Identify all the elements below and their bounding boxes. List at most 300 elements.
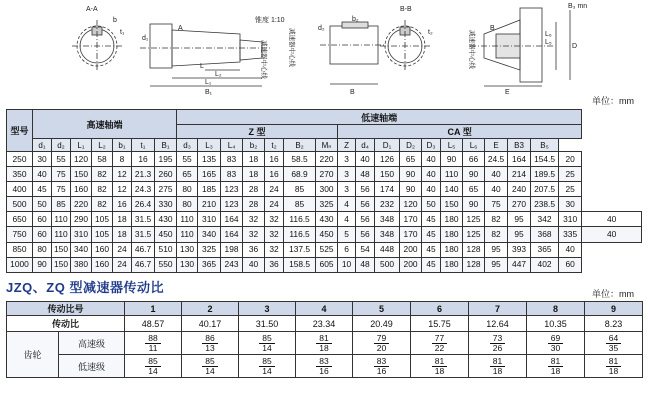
value-cell: 8 xyxy=(113,152,132,167)
value-cell: 348 xyxy=(375,227,400,242)
value-cell: 198 xyxy=(221,242,243,257)
dimensions-table xyxy=(6,109,642,273)
value-cell: 24 xyxy=(113,242,132,257)
teeth-denominator: 35 xyxy=(608,342,619,353)
teeth-denominator: 14 xyxy=(205,365,215,376)
high-shaft-hub xyxy=(150,24,172,68)
value-cell: 21.3 xyxy=(132,167,155,182)
low-teeth-cell xyxy=(469,355,527,378)
value-cell: 16 xyxy=(113,197,132,212)
column-header: D₂ xyxy=(400,139,422,152)
value-cell: 160 xyxy=(92,257,113,272)
ratio-number: 9 xyxy=(585,302,643,316)
teeth-numerator: 69 xyxy=(548,334,563,344)
teeth-numerator: 81 xyxy=(548,357,563,367)
value-cell: 60 xyxy=(33,212,52,227)
value-cell: 150 xyxy=(52,242,71,257)
value-cell: 180 xyxy=(441,212,463,227)
teeth-numerator: 77 xyxy=(432,334,447,344)
value-cell: 510 xyxy=(155,242,177,257)
value-cell: 340 xyxy=(71,242,92,257)
table-row xyxy=(7,167,642,182)
table-row xyxy=(7,227,642,242)
model-cell: 650 xyxy=(7,212,33,227)
unit-label-bottom: 单位：mm xyxy=(592,289,634,299)
column-header: E xyxy=(485,139,508,152)
value-cell: 380 xyxy=(71,257,92,272)
teeth-numerator: 81 xyxy=(490,357,505,367)
value-cell: 28 xyxy=(243,197,265,212)
column-header: d₁ xyxy=(33,139,52,152)
value-cell: 40 xyxy=(582,212,642,227)
value-cell: 25 xyxy=(559,182,582,197)
column-header: Z xyxy=(338,139,356,152)
value-cell: 18 xyxy=(243,167,265,182)
value-cell: 82 xyxy=(485,212,508,227)
ratio-value: 8.23 xyxy=(585,316,643,332)
value-cell: 195 xyxy=(155,152,177,167)
value-cell: 66 xyxy=(463,152,485,167)
value-cell: 85 xyxy=(52,197,71,212)
value-cell: 40 xyxy=(422,152,441,167)
teeth-denominator: 26 xyxy=(492,342,503,353)
low-stage-label: 低速级 xyxy=(59,355,125,378)
model-cell: 350 xyxy=(7,167,33,182)
value-cell: 56 xyxy=(356,182,375,197)
value-cell: 550 xyxy=(155,257,177,272)
label-a: A xyxy=(178,25,183,32)
value-cell: 3 xyxy=(338,167,356,182)
technical-drawings xyxy=(0,0,650,100)
value-cell: 16 xyxy=(265,152,284,167)
value-cell: 90 xyxy=(400,167,422,182)
value-cell: 40 xyxy=(422,167,441,182)
value-cell: 60 xyxy=(559,257,582,272)
value-cell: 20 xyxy=(559,152,582,167)
value-cell: 402 xyxy=(531,257,559,272)
value-cell: 150 xyxy=(375,167,400,182)
value-cell: 24.3 xyxy=(132,182,155,197)
teeth-denominator: 30 xyxy=(550,342,561,353)
column-header: B₅ xyxy=(531,139,559,152)
teeth-numerator: 64 xyxy=(606,334,621,344)
teeth-denominator: 18 xyxy=(492,365,503,376)
model-cell: 400 xyxy=(7,182,33,197)
value-cell: 116.5 xyxy=(284,227,316,242)
high-teeth-cell xyxy=(296,332,353,355)
column-header: d₂ xyxy=(52,139,71,152)
low-teeth-cell xyxy=(353,355,411,378)
header-low-speed: 低速轴端 xyxy=(177,110,582,125)
value-cell: 110 xyxy=(52,212,71,227)
value-cell: 68.9 xyxy=(284,167,316,182)
value-cell: 16 xyxy=(132,152,155,167)
label-t2: t₂ xyxy=(428,29,433,36)
ratio-number: 7 xyxy=(469,302,527,316)
value-cell: 325 xyxy=(198,242,221,257)
column-header: b₁ xyxy=(113,139,132,152)
value-cell: 32 xyxy=(265,242,284,257)
value-cell: 85 xyxy=(284,182,316,197)
value-cell: 16 xyxy=(265,167,284,182)
value-cell: 126 xyxy=(375,152,400,167)
value-cell: 393 xyxy=(508,242,531,257)
label-centerline-3: 减速器中心线 xyxy=(468,30,475,69)
value-cell: 125 xyxy=(463,227,485,242)
high-teeth-cell xyxy=(239,332,296,355)
low-teeth-cell xyxy=(182,355,239,378)
ratio-table xyxy=(6,301,643,378)
teeth-denominator: 18 xyxy=(550,365,561,376)
table-row xyxy=(7,212,642,227)
value-cell: 207.5 xyxy=(531,182,559,197)
column-header: L₄ xyxy=(221,139,243,152)
value-cell: 12 xyxy=(113,182,132,197)
high-stage-label: 高速级 xyxy=(59,332,125,355)
value-cell: 450 xyxy=(316,227,338,242)
value-cell: 120 xyxy=(71,152,92,167)
value-cell: 36 xyxy=(243,242,265,257)
table-row xyxy=(7,242,642,257)
ratio-value: 15.75 xyxy=(411,316,469,332)
label-aa: A-A xyxy=(86,6,98,13)
value-cell: 214 xyxy=(508,167,531,182)
value-cell: 48 xyxy=(356,167,375,182)
value-cell: 260 xyxy=(155,167,177,182)
value-cell: 26.4 xyxy=(132,197,155,212)
ratio-value: 23.34 xyxy=(296,316,353,332)
ratio-number: 6 xyxy=(411,302,469,316)
column-header: d₄ xyxy=(356,139,375,152)
teeth-numerator: 79 xyxy=(374,334,389,344)
value-cell: 4 xyxy=(338,212,356,227)
value-cell: 95 xyxy=(485,242,508,257)
value-cell: 45 xyxy=(33,182,52,197)
column-header: B₂ xyxy=(284,139,316,152)
value-cell: 105 xyxy=(92,212,113,227)
label-e: E xyxy=(505,89,510,96)
value-cell: 140 xyxy=(441,182,463,197)
value-cell: 40 xyxy=(485,182,508,197)
value-cell: 58 xyxy=(92,152,113,167)
value-cell: 95 xyxy=(508,227,531,242)
value-cell: 45 xyxy=(422,227,441,242)
value-cell: 60 xyxy=(33,227,52,242)
label-l2: L₂ xyxy=(215,71,222,78)
value-cell: 82 xyxy=(92,182,113,197)
value-cell: 116.5 xyxy=(284,212,316,227)
value-cell: 243 xyxy=(221,257,243,272)
teeth-numerator: 83 xyxy=(374,357,389,367)
ratio-number: 3 xyxy=(239,302,296,316)
value-cell: 154.5 xyxy=(531,152,559,167)
low-teeth-cell xyxy=(585,355,643,378)
value-cell: 123 xyxy=(221,182,243,197)
value-cell: 4 xyxy=(338,197,356,212)
value-cell: 55 xyxy=(52,152,71,167)
label-b2: b₂ xyxy=(352,16,359,23)
value-cell: 56 xyxy=(356,212,375,227)
value-cell: 180 xyxy=(441,242,463,257)
teeth-denominator: 16 xyxy=(376,365,387,376)
teeth-denominator: 18 xyxy=(608,365,619,376)
teeth-numerator: 85 xyxy=(259,357,274,367)
value-cell: 6 xyxy=(338,242,356,257)
high-shaft-end xyxy=(240,40,262,60)
value-cell: 28 xyxy=(243,182,265,197)
ratio-section-title: JZQ、ZQ 型减速器传动比 xyxy=(6,280,164,295)
ratio-value: 12.64 xyxy=(469,316,527,332)
value-cell: 40 xyxy=(33,167,52,182)
high-teeth-cell xyxy=(585,332,643,355)
teeth-numerator: 85 xyxy=(259,334,274,344)
value-cell: 18 xyxy=(243,152,265,167)
value-cell: 105 xyxy=(92,227,113,242)
value-cell: 90 xyxy=(463,167,485,182)
column-header: L₁ xyxy=(71,139,92,152)
value-cell: 24.5 xyxy=(485,152,508,167)
teeth-numerator: 81 xyxy=(606,357,621,367)
value-cell: 240 xyxy=(508,182,531,197)
teeth-denominator: 18 xyxy=(319,342,329,353)
value-cell: 50 xyxy=(422,197,441,212)
value-cell: 430 xyxy=(316,212,338,227)
value-cell: 365 xyxy=(531,242,559,257)
label-bb: B-B xyxy=(400,6,412,13)
value-cell: 90 xyxy=(33,257,52,272)
column-header: D₁ xyxy=(375,139,400,152)
value-cell: 290 xyxy=(71,212,92,227)
value-cell: 310 xyxy=(559,212,582,227)
table-row xyxy=(7,257,642,272)
value-cell: 54 xyxy=(356,242,375,257)
teeth-numerator: 85 xyxy=(202,357,217,367)
model-cell: 750 xyxy=(7,227,33,242)
value-cell: 164 xyxy=(221,212,243,227)
high-teeth-cell xyxy=(125,332,182,355)
value-cell: 90 xyxy=(463,197,485,212)
value-cell: 83 xyxy=(221,152,243,167)
value-cell: 32 xyxy=(243,212,265,227)
value-cell: 48 xyxy=(356,257,375,272)
value-cell: 65 xyxy=(400,152,422,167)
high-teeth-cell xyxy=(469,332,527,355)
ratio-value: 31.50 xyxy=(239,316,296,332)
ratio-header-label: 传动比号 xyxy=(7,302,125,316)
value-cell: 90 xyxy=(441,152,463,167)
value-cell: 110 xyxy=(177,227,198,242)
value-cell: 170 xyxy=(400,212,422,227)
teeth-numerator: 86 xyxy=(202,334,217,344)
model-cell: 500 xyxy=(7,197,33,212)
label-d4: D xyxy=(572,43,578,50)
label-t1: t₁ xyxy=(120,29,125,36)
value-cell: 189.5 xyxy=(531,167,559,182)
value-cell: 40 xyxy=(422,182,441,197)
low-teeth-cell xyxy=(125,355,182,378)
value-cell: 135 xyxy=(198,152,221,167)
value-cell: 24 xyxy=(113,257,132,272)
value-cell: 450 xyxy=(155,227,177,242)
value-cell: 348 xyxy=(375,212,400,227)
value-cell: 95 xyxy=(508,212,531,227)
value-cell: 447 xyxy=(508,257,531,272)
column-header: L₃ xyxy=(198,139,221,152)
value-cell: 110 xyxy=(441,167,463,182)
ratio-value: 40.17 xyxy=(182,316,239,332)
value-cell: 300 xyxy=(316,182,338,197)
value-cell: 342 xyxy=(531,212,559,227)
value-cell: 18 xyxy=(113,227,132,242)
column-header: L₂ xyxy=(92,139,113,152)
label-ls: L₅ xyxy=(545,39,552,46)
value-cell: 56 xyxy=(356,197,375,212)
value-cell: 85 xyxy=(284,197,316,212)
value-cell: 65 xyxy=(177,167,198,182)
teeth-denominator: 11 xyxy=(148,342,158,353)
column-header: t₂ xyxy=(265,139,284,152)
value-cell: 46.7 xyxy=(132,257,155,272)
low-teeth-cell xyxy=(296,355,353,378)
value-cell: 220 xyxy=(316,152,338,167)
value-cell: 90 xyxy=(400,182,422,197)
ca-flange xyxy=(520,8,542,82)
ratio-number: 1 xyxy=(125,302,182,316)
value-cell: 123 xyxy=(221,197,243,212)
label-taper: 锥度 1:10 xyxy=(255,17,285,24)
ratio-value: 48.57 xyxy=(125,316,182,332)
value-cell: 160 xyxy=(71,182,92,197)
ratio-number: 4 xyxy=(296,302,353,316)
value-cell: 31.5 xyxy=(132,227,155,242)
value-cell: 32 xyxy=(265,227,284,242)
value-cell: 310 xyxy=(198,212,221,227)
value-cell: 30 xyxy=(559,197,582,212)
value-cell: 40 xyxy=(485,167,508,182)
teeth-numerator: 83 xyxy=(316,357,331,367)
high-teeth-cell xyxy=(527,332,585,355)
label-b3: B₁ xyxy=(205,89,213,96)
value-cell: 500 xyxy=(375,257,400,272)
value-cell: 174 xyxy=(375,182,400,197)
table-row xyxy=(7,182,642,197)
teeth-denominator: 18 xyxy=(434,365,445,376)
column-header: B₁ xyxy=(155,139,177,152)
teeth-denominator: 22 xyxy=(434,342,445,353)
unit-label-top: 单位：mm xyxy=(592,96,634,106)
model-cell: 1000 xyxy=(7,257,33,272)
value-cell: 325 xyxy=(316,197,338,212)
value-cell: 150 xyxy=(441,197,463,212)
value-cell: 18 xyxy=(113,212,132,227)
high-teeth-cell xyxy=(353,332,411,355)
value-cell: 45 xyxy=(422,257,441,272)
label-l1: L xyxy=(200,63,204,70)
value-cell: 45 xyxy=(422,242,441,257)
value-cell: 137.5 xyxy=(284,242,316,257)
value-cell: 430 xyxy=(155,212,177,227)
value-cell: 75 xyxy=(52,167,71,182)
value-cell: 150 xyxy=(71,167,92,182)
value-cell: 30 xyxy=(33,152,52,167)
value-cell: 128 xyxy=(463,242,485,257)
value-cell: 200 xyxy=(400,257,422,272)
value-cell: 340 xyxy=(198,227,221,242)
value-cell: 75 xyxy=(52,182,71,197)
value-cell: 232 xyxy=(375,197,400,212)
value-cell: 3 xyxy=(338,182,356,197)
value-cell: 95 xyxy=(485,257,508,272)
value-cell: 56 xyxy=(356,227,375,242)
teeth-numerator: 73 xyxy=(490,334,505,344)
model-cell: 250 xyxy=(7,152,33,167)
value-cell: 83 xyxy=(221,167,243,182)
column-header: L₅ xyxy=(441,139,463,152)
value-cell: 448 xyxy=(375,242,400,257)
value-cell: 32 xyxy=(243,227,265,242)
value-cell: 275 xyxy=(155,182,177,197)
label-b-ca: B xyxy=(490,25,495,32)
value-cell: 310 xyxy=(71,227,92,242)
gear-label: 齿轮 xyxy=(7,332,59,378)
value-cell: 58.5 xyxy=(284,152,316,167)
value-cell: 180 xyxy=(441,257,463,272)
label-le: L₆ xyxy=(545,31,552,38)
low-teeth-cell xyxy=(411,355,469,378)
value-cell: 45 xyxy=(422,212,441,227)
value-cell: 200 xyxy=(400,242,422,257)
ratio-number: 2 xyxy=(182,302,239,316)
label-b1: b xyxy=(113,17,117,24)
value-cell: 120 xyxy=(400,197,422,212)
value-cell: 82 xyxy=(485,227,508,242)
teeth-numerator: 81 xyxy=(432,357,447,367)
value-cell: 40 xyxy=(243,257,265,272)
value-cell: 12 xyxy=(113,167,132,182)
table-row xyxy=(7,197,642,212)
value-cell: 46.7 xyxy=(132,242,155,257)
ratio-number: 8 xyxy=(527,302,585,316)
value-cell: 82 xyxy=(92,197,113,212)
value-cell: 75 xyxy=(485,197,508,212)
value-cell: 128 xyxy=(463,257,485,272)
ratio-number: 5 xyxy=(353,302,411,316)
ratio-value: 20.49 xyxy=(353,316,411,332)
ratio-value: 10.35 xyxy=(527,316,585,332)
value-cell: 165 xyxy=(198,167,221,182)
value-cell: 170 xyxy=(400,227,422,242)
low-teeth-cell xyxy=(239,355,296,378)
high-teeth-cell xyxy=(411,332,469,355)
value-cell: 210 xyxy=(198,197,221,212)
value-cell: 31.5 xyxy=(132,212,155,227)
column-header: b₂ xyxy=(243,139,265,152)
value-cell: 368 xyxy=(531,227,559,242)
value-cell: 130 xyxy=(177,257,198,272)
value-cell: 270 xyxy=(316,167,338,182)
value-cell: 158.5 xyxy=(284,257,316,272)
teeth-denominator: 13 xyxy=(205,342,215,353)
value-cell: 180 xyxy=(441,227,463,242)
value-cell: 605 xyxy=(316,257,338,272)
value-cell: 164 xyxy=(508,152,531,167)
column-header: t₁ xyxy=(132,139,155,152)
teeth-numerator: 88 xyxy=(145,334,160,344)
value-cell: 160 xyxy=(92,242,113,257)
teeth-denominator: 14 xyxy=(262,365,272,376)
header-model: 型号 xyxy=(7,110,33,152)
low-teeth-cell xyxy=(527,355,585,378)
